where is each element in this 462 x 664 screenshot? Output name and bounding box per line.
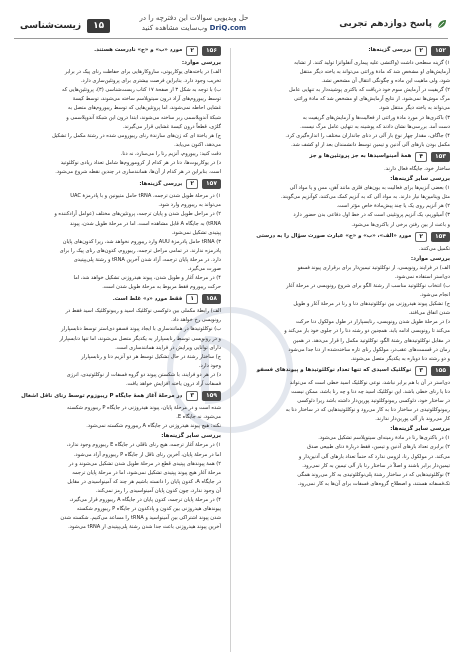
question-header	[12, 46, 221, 56]
text-line: پیوندهای هیدروژنی بین کدون و پادکدون در جایگاه P ریبوزوم شکسته	[76, 506, 221, 513]
text-line: توسط ریبوزوم‌های آزاد درون سیتوپلاسم ساخته می‌شوند، توسط کیسهٔ	[72, 96, 221, 103]
text-line: ب) انتخاب نوکلئوتید مناسب از رشتهٔ الگو برای شروع رونویسی در مرحلهٔ آغاز	[286, 282, 450, 289]
text-line: تکمیل می‌کنند.	[419, 245, 450, 252]
page-number: ۱۵	[87, 19, 110, 33]
text-line: د) در یوکاریوت‌ها، دنا در هر کدام از کروموزوم‌ها شامل تعداد زیادی نوکلئوتید	[60, 160, 221, 167]
answer-option: ۲	[186, 179, 198, 189]
text-line: می‌تواند به یاخته دیگر منتقل شود.	[378, 105, 450, 112]
text-line: پادرمزه ندارند. در تمامی مراحل ترجمه، ریبوزوم، کدون‌های رنای پیک را برای	[59, 247, 221, 254]
text-line: دقت کنید: ریبوزوم، آنزیم رنا را می‌سازد، نه دنا.	[120, 150, 221, 157]
text-line: در جایگاه A، کدون پایان را دانسته باشیم هر چند که آمینواسیدی در مقابل	[67, 478, 221, 485]
text-line: ج) تشکیل پیوند هیدروژنی بین نوکلئوتیدهای دنا و رنا در مرحلهٔ آغاز و طویل	[293, 301, 450, 308]
answer-option: ۱	[186, 294, 198, 304]
text-line: ساختار خود، جایگاه فعال دارند.	[384, 165, 450, 172]
text-line: می‌کند. در مولکول رنا، لزومی ندارد که حتماً تعداد بازهای آلی آدنین‌دار و	[298, 453, 450, 460]
question-number: ۱۵۳	[431, 152, 450, 162]
text-line: دی‌استر در آن با هم برابر نباشد، نوعی نوکلئیک اسید خطی است که می‌تواند	[289, 379, 450, 386]
question-answer-text: بررسی گزینه‌ها:	[139, 180, 183, 187]
text-line: نکته: هیچ پیوند هیدروژنی در جایگاه A ریبوزوم شکسته نمی‌شود.	[86, 423, 221, 430]
header-subject-group	[14, 16, 110, 36]
text-line: ۱) گزینه سطحی داشت (واکنشی علیه پیماری آنفلوانزا تولید کنند. از تشابه	[294, 60, 450, 66]
text-line: گلژی، قطعاً درون کیسهٔ غشایی قرار می‌گیرند.	[122, 123, 221, 130]
question-answer-text: همهٔ آمینواسیدها به جز پروتئین‌ها و جز	[309, 153, 412, 160]
question-number: ۱۵۲	[431, 46, 450, 56]
question-header	[12, 179, 221, 189]
text-line: تیمین‌دار برابر باشند و اصلاً در ساختار رنا باز آلی تیمین به کار نمی‌رود.	[302, 462, 450, 469]
question-number: ۱۵۷	[202, 179, 221, 189]
question-number: ۱۵۴	[431, 232, 450, 242]
text-line: زمان در قسمت‌های عقب‌تر، مولکول رنای تازه ساخته‌شده از دنا جدا می‌شود	[288, 346, 450, 353]
question-header	[12, 391, 221, 401]
text-line: آخرین پیوند هیدروژنی باعث جدا شدن رشتهٔ پلی‌پپتیدی از tRNA می‌شود.	[68, 524, 221, 531]
text-line: شود، ولی ماهیت این ماده و چگونگی انتقال آن مشخص نشد.	[321, 78, 450, 85]
text-line: در مقابل نوکلئوتیدهای رشتهٔ الگو، نوکلئوتید مکمل را قرار می‌دهد. در همین	[292, 337, 450, 344]
text-line: است. بنابراین در هر کدام از آن‌ها، همانندسازی در چندین نقطه شروع می‌شود.	[55, 169, 221, 176]
answer-option: ۲	[186, 46, 198, 56]
answer-option: ۳	[415, 366, 427, 376]
text-line: ۲) در مراحل طویل شدن و پایان ترجمه، پروتئین‌های مختلف (عوامل آزادکننده و	[54, 211, 221, 218]
text-line: ج) ساختار رشتهٔ در حال تشکیل توسط هر دو آنزیم دنا و رنابسپاراز	[81, 353, 221, 360]
header-notice-line2: وب‌سایت مشاهده کنید	[141, 24, 208, 32]
section-heading: بررسی سایر گزینه‌ها:	[390, 426, 450, 433]
text-line: تک‌فسفاته هستند، و اصطلاح گروه‌های فسفات برای آن‌ها به کار نمی‌رود.	[297, 480, 450, 487]
text-line: ج) هر یاختهٔ ای که ژن‌های سازندهٔ رنای ریبوزومی شده در رشتهٔ مکمل را تشکیل	[52, 132, 221, 139]
subject-label: زیست‌شناسی	[20, 21, 82, 31]
section-heading: بررسی موارد:	[181, 60, 221, 66]
text-line: شبکهٔ آندوپلاسمی زبر ساخته می‌شوند، ابتدا درون این شبکهٔ آندوپلاسمی و	[66, 114, 221, 121]
text-line: ریبونوکلئوتیدی در ساختار دنا به کار می‌رود و نوکلئوتیدهایی که در ساختار دنا به	[285, 407, 450, 414]
text-line: ۴) نوکلئوتیدهایی که در ساختار رشتهٔ پلی‌نوکلئوتیدی به کار می‌روند همگی	[297, 471, 450, 478]
text-line: ۳) باکتری‌ها در مورد مادهٔ وراثتی از فعالیت‌ها و آزمایش‌های گریفیت به	[302, 114, 450, 121]
header-divider	[14, 38, 448, 39]
text-line: می‌تواند به ریبوزوم وارد شود.	[158, 202, 221, 209]
text-line: آزمایش‌های او مشخص شد که مادهٔ وراثتی می‌تواند به یاخته دیگر منتقل	[299, 69, 450, 76]
text-line: و دو رشته دنا دوباره به یکدیگر متصل می‌شوند.	[350, 355, 450, 362]
text-line: ۲) برابری تعداد بازهای آدنین و تیمین، فقط دربارهٔ دنای طبیعی صدق	[307, 444, 450, 451]
question-answer-text: نوکلئیک اسیدی که تنها تعداد نوکلئوتیدها و پیوندهای فسفو	[256, 367, 412, 374]
text-line: دنا یا رنای خطی باشد. این نوکلئیک اسید چه دنا و چه رنا باشد، ممکن نیست	[291, 388, 450, 395]
section-heading: بررسی سایر گزینه‌ها:	[161, 433, 221, 440]
answer-option: ۲	[415, 46, 427, 56]
text-line: انجام می‌شود.	[419, 292, 450, 299]
text-line: ب) نوکلئوتیدها در همانندسازی با ایجاد پیوند فسفو دی‌استر توسط دنابسپاراز	[61, 326, 221, 333]
text-line: دارد. در مرحلهٔ پایان ترجمه، آزاد شدن آخرین tRNA و رشتهٔ پلی‌پپتیدی	[73, 256, 221, 263]
text-line: غشایی احاطه نمی‌شوند، اما پروتئین‌هایی که توسط ریبوزوم‌های متصل به	[67, 105, 221, 112]
text-line: مثل ویتامین‌ها نیاز دارند. به مواد آلی که به آنزیم کمک می‌کنند، کوآنزیم می‌گویند.	[280, 194, 450, 201]
text-line: رونویسی رخ خواهد داد.	[171, 317, 221, 324]
section-heading: بررسی موارد:	[410, 255, 450, 262]
section-heading: بررسی سایر گزینه‌ها:	[390, 176, 450, 183]
text-line: صورت می‌گیرد.	[187, 265, 221, 272]
question-header	[241, 366, 450, 376]
text-line: ۳) tRNA حامل پادرمزهٔ AUU وارد ریبوزوم نخواهد شد، زیرا کدون‌های پایان	[62, 238, 221, 245]
text-line: ۱) در باکتری‌ها رنا در مادهٔ زمینه‌ای سیتوپلاسم تشکیل می‌شود.	[318, 435, 450, 442]
text-line: مرگ موش‌ها نمی‌شود. از نتایج آزمایش‌های او مشخص شد که مادهٔ وراثتی	[293, 96, 450, 103]
text-line: می‌کند تا رونویسی ادامه یابد. همچنین دو رشته دنا را در جلوی خود باز می‌کند و	[284, 328, 450, 335]
question-answer-text: بررسی گزینه‌ها:	[368, 47, 412, 54]
site-link[interactable]: DriQ.com	[209, 24, 247, 32]
text-line: ۴) جاگاف، مقدار چهار نوع باز آلی در دنای جانداران مختلف را اندازه‌گیری کرد.	[285, 132, 450, 139]
text-line: شده است و در مرحلهٔ پایان، پیوند هیدروژنی در جایگاه P ریبوزوم شکسته	[67, 405, 221, 412]
text-line: ۲) همهٔ پیوندهای پپتیدی قطع در مرحلهٔ طویل شدن تشکیل می‌شوند و در	[68, 460, 221, 467]
text-line: آن وجود ندارد، چون کدون پایان آمینواسیدی را رمز نمی‌کند.	[95, 487, 221, 494]
text-line: ۳) آمیلوزیم، یک آنزیم پروتئینی است که در خط اول دفاعی بدن حضور دارد	[293, 212, 450, 219]
text-line: د) در مرحلهٔ طویل شدن رونویسی، رنابسپاراز در طول مولکول دنا حرکت	[296, 319, 450, 326]
text-line: دی‌استر استفاده نمی‌شود.	[394, 273, 450, 280]
text-line: ب) با توجه به شکل ۳ از صفحهٔ ۱۷ کتاب زیست‌شناسی (۳)، پروتئین‌هایی که	[62, 87, 221, 94]
text-line: دارای توانایی ویرایش در فرایند همانندسازی است.	[115, 344, 221, 351]
left-column	[12, 44, 221, 654]
question-number: ۱۵۶	[202, 46, 221, 56]
text-line: حرکت ریبوزوم فقط مربوط به مرحلهٔ طویل شدن است.	[102, 284, 221, 291]
header-notice	[114, 13, 274, 33]
text-line: مرحلهٔ آغاز هیچ پیوند پپتیدی تشکیل نمی‌شود، اما در مرحلهٔ پایان ترجمه	[72, 469, 221, 476]
text-line: ۱) در مرحلهٔ آغاز ترجمه، هیچ رنای ناقلی در جایگاه E ریبوزوم وجود ندارد،	[66, 442, 221, 449]
header-title-group	[339, 18, 448, 30]
column-divider	[230, 48, 231, 652]
text-line: دست آمد. بررسی‌ها نشان دادند که پوشینه به تنهایی عامل مرگ نیست.	[300, 123, 450, 130]
answer-option: ۴	[415, 152, 427, 162]
answer-option: ۳	[186, 391, 198, 401]
text-line: د) در هر دو فرایند، با شکستن پیوند دو گروه فسفات از نوکلئوتیدی، انرژی	[66, 371, 221, 378]
text-line: کار می‌روند باز آلی پورین‌دار ندارند.	[375, 416, 450, 423]
question-header	[241, 46, 450, 56]
text-line: tRNA) به جایگاه A قابل مشاهده است. اما در مرحلهٔ طویل شدن، پیوند	[70, 220, 221, 227]
header-notice-line1: حل ویدیویی سوالات این دفترچه را در	[139, 14, 249, 22]
text-line: ۴) در مرحلهٔ آغاز و طویل شدن، پیوند هیدروژنی تشکیل خواهد شد، اما	[73, 275, 221, 282]
text-line: می‌شود، نه جایگاه E.	[176, 414, 221, 421]
question-header	[12, 294, 221, 304]
text-line: وجود دارد.	[198, 362, 221, 369]
question-answer-text: مورد «ب» و «ج» نادرست هستند.	[94, 47, 183, 54]
question-header	[241, 232, 450, 242]
text-line: و در رونویسی توسط رنابسپاراز به یکدیگر متصل می‌شوند، اما تنها دنابسپاراز	[59, 335, 221, 342]
text-line: الف) رابطهٔ مکملی بین دئوکسی نوکلئیک اسید و ریبونوکلئیک اسید فقط در	[65, 308, 221, 315]
text-line: مکمل بودن بازهای آلی آدنین و تیمین توسط دانشمندان بعد از او کشف شد.	[291, 141, 450, 148]
text-line: ۲) هر آنزیم روی یک یا چند پیش‌مادهٔ خاص مؤثر است.	[336, 203, 450, 210]
text-line: فسفات آزاد درون یاخته افزایش خواهد یافت.	[125, 381, 221, 387]
question-number: ۱۵۹	[202, 391, 221, 401]
text-line: پپتیدی تشکیل نمی‌شود.	[171, 229, 221, 236]
text-line: شدن پیوند اشتراکی بین آمینواسید و tRNA را مساعد می‌کنیم. شکسته شدن	[60, 515, 221, 522]
text-line: اما در مرحلهٔ پایان، آخرین رنای ناقل از جایگاه P ریبوزوم آزاد می‌شود.	[73, 451, 221, 458]
text-line: ۴) در مرحلهٔ پایان ترجمه، کدون پایان در جایگاه A ریبوزوم قرار می‌گیرد،	[69, 497, 221, 504]
text-line: و باعث از بین رفتن برخی از باکتری‌ها می‌شود.	[351, 221, 450, 228]
text-line: شدن اتفاق می‌افتد.	[408, 310, 450, 317]
right-column	[241, 44, 450, 654]
answer-option: ۲	[415, 232, 427, 242]
question-header	[241, 152, 450, 162]
text-line: الف) در فرایند رونویسی، از نوکلئوتید تیمین‌دار برای برقراری پیوند فسفو	[297, 264, 450, 271]
text-line: ۱) بعضی آنزیم‌ها برای فعالیت به یون‌های فلزی مانند آهن، مس و یا مواد آلی	[289, 185, 450, 192]
header-title: پاسخ دوازدهم تجربی	[339, 19, 432, 29]
question-number: ۱۵۸	[202, 294, 221, 304]
question-answer-text: در مرحلهٔ آغاز همهٔ جایگاه P ریبوزوم توسط رنای ناقل اشغال	[21, 392, 183, 399]
text-line: ۲) گریفیت در آزمایش سوم خود دریافت که باکتری پوشینه‌دار به تنهایی عامل	[289, 87, 450, 94]
leaf-icon	[436, 18, 448, 30]
text-line: می‌دهد، اکنون می‌یابد.	[174, 141, 221, 148]
question-answer-text: مورد «الف»، «ب» و «ج» عبارت صورت سؤال را به درستی	[256, 233, 412, 240]
text-line: تخریب وجود دارد. بنابراین فرصت بیشتری برای پروتئین‌سازی دارد.	[80, 78, 221, 85]
text-line: الف) در یاخته‌های یوکاریوتی، سازوکارهایی برای حفاظت رنای پیک در برابر	[64, 69, 221, 76]
text-line: در ساختار خود، دئوکسی ریبونوکلئوتید پورین‌دار داشته باشد زیرا دئوکسی	[297, 398, 450, 404]
question-number: ۱۵۵	[431, 366, 450, 376]
question-answer-text: فقط مورد «د» غلط است.	[112, 295, 183, 302]
text-line: ۱) در مرحلهٔ طویل شدن ترجمه، tRNA حامل متیونین و با پادرمزهٔ UAC	[70, 193, 221, 200]
